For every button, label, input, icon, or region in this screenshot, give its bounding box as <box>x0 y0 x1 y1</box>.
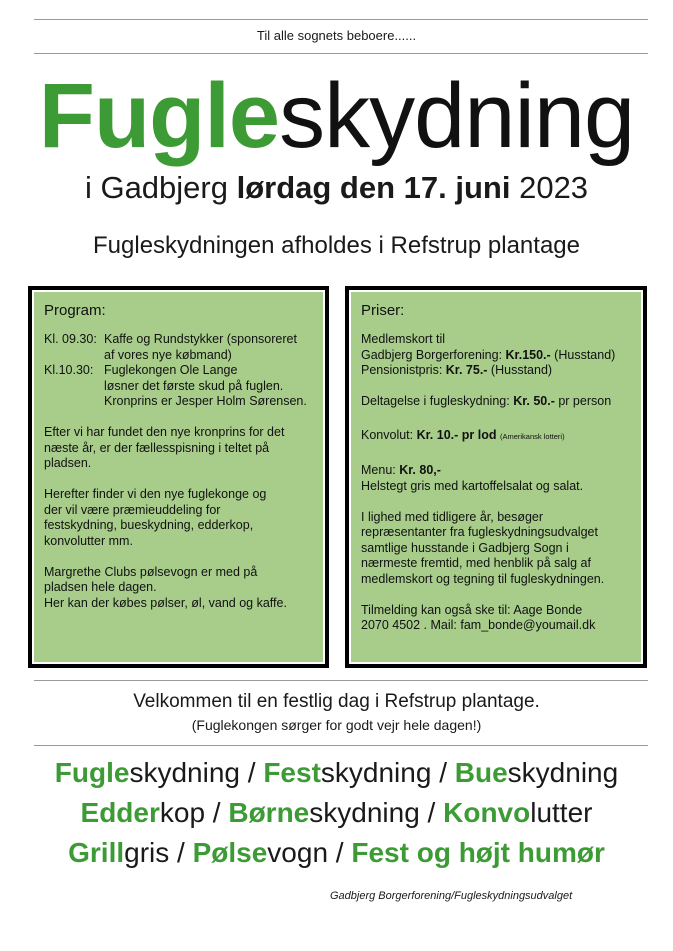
title-green: Fugle <box>38 65 280 167</box>
program-text: Herefter finder vi den nye fuglekonge og <box>44 487 267 501</box>
pension-price: Kr. 75.- <box>445 363 488 377</box>
contact-text: 2070 4502 . Mail: fam_bonde@youmail.dk <box>361 618 596 632</box>
program-text: pladsen. <box>44 456 92 470</box>
program-panel <box>28 286 329 668</box>
program-text: festskydning, bueskydning, edderkop, <box>44 518 254 532</box>
pension-unit: (Husstand) <box>487 363 553 377</box>
member-label: Medlemskort til <box>361 332 446 346</box>
tag-text: skydning / <box>320 757 455 788</box>
program-item-1b: af vores nye købmand) <box>104 347 232 362</box>
contact-text: Tilmelding kan også ske til: Aage Bonde <box>361 602 583 617</box>
greeting-rule <box>34 53 648 54</box>
event-location: Fugleskydningen afholdes i Refstrup plantage <box>93 232 580 259</box>
menu-price: Kr. 80,- <box>399 463 441 477</box>
program-text: Efter vi har fundet den nye kronprins for det <box>44 425 285 439</box>
prices-heading: Priser: <box>361 302 405 319</box>
top-rule <box>34 19 648 20</box>
program-text: Margrethe Clubs pølsevogn er med på <box>44 564 258 579</box>
tagline-3 <box>0 834 673 872</box>
envelope-price: Kr. 10.- pr lod <box>416 428 497 442</box>
tagline-2 <box>0 794 673 832</box>
menu-description: Helstegt gris med kartoffelsalat og salat. <box>361 478 584 493</box>
prices-text: I lighed med tidligere år, besøger <box>361 509 544 524</box>
program-item-2c: Kronprins er Jesper Holm Sørensen. <box>104 394 307 408</box>
event-date <box>0 170 673 206</box>
title-black: skydning <box>279 65 635 167</box>
welcome-text: Velkommen til en festlig dag i Refstrup plantage. <box>133 691 540 712</box>
prices-text: repræsentanter fra fugleskydningsudvalget <box>361 525 598 539</box>
tag-text: lutter <box>530 797 593 828</box>
tag-green: Fest og højt humør <box>351 837 605 868</box>
envelope-line <box>361 428 635 445</box>
pension-price-line <box>361 363 635 379</box>
tag-text: vogn / <box>267 837 352 868</box>
prices-panel <box>345 286 647 668</box>
tag-green: Grill <box>68 837 125 868</box>
program-time-1: Kl. 09.30: <box>44 332 97 346</box>
program-item-2b: løsner det første skud på fuglen. <box>104 378 284 393</box>
tag-green: Fest <box>263 757 321 788</box>
footer-signature: Gadbjerg Borgerforening/Fugleskydningsudvalget <box>330 890 573 902</box>
pension-label: Pensionistpris: <box>361 363 446 377</box>
subtitle-year: 2023 <box>510 170 589 205</box>
tag-text: kop / <box>159 797 229 828</box>
tag-text: skydning <box>507 757 619 788</box>
tag-green: Konvo <box>443 797 531 828</box>
program-text: næste år, er der fællesspisning i teltet på <box>44 440 270 455</box>
program-text: konvolutter mm. <box>44 533 133 548</box>
member-price: Kr.150.- <box>505 347 551 362</box>
subtitle-date: lørdag den 17. juni <box>236 170 511 205</box>
subtitle-place: i Gadbjerg <box>84 170 237 205</box>
envelope-note: (Amerikansk lotteri) <box>499 432 565 441</box>
program-item-1a: Kaffe og Rundstykker (sponsoreret <box>104 332 297 346</box>
prices-text: medlemskort og tegning til fugleskydningen. <box>361 571 605 586</box>
participation-label: Deltagelse i fugleskydning: <box>361 394 514 408</box>
member-price-line <box>361 348 635 364</box>
program-item-2a: Fuglekongen Ole Lange <box>104 363 238 377</box>
program-text: Her kan der købes pølser, øl, vand og kaffe. <box>44 595 287 610</box>
tag-text: skydning / <box>129 757 264 788</box>
member-org: Gadbjerg Borgerforening: <box>361 347 506 362</box>
prices-text: nærmeste fremtid, med henblik på salg af <box>361 556 591 570</box>
page-title <box>0 66 673 166</box>
greeting: Til alle sognets beboere...... <box>256 28 417 43</box>
program-time-2: Kl.10.30: <box>44 363 94 377</box>
tagline-1 <box>0 754 673 792</box>
tag-green: Bue <box>454 757 508 788</box>
tag-green: Børne <box>228 797 310 828</box>
menu-line <box>361 463 635 479</box>
prices-text: samtlige husstande i Gadbjerg Sogn i <box>361 540 569 555</box>
participation-unit: pr person <box>554 394 612 408</box>
participation-line <box>361 394 635 410</box>
tag-green: Pølse <box>192 837 268 868</box>
tag-text: skydning / <box>309 797 444 828</box>
participation-price: Kr. 50.- <box>513 394 555 408</box>
menu-label: Menu: <box>361 463 400 477</box>
program-heading: Program: <box>44 302 106 319</box>
envelope-label: Konvolut: <box>361 428 417 442</box>
program-text: pladsen hele dagen. <box>44 580 157 594</box>
welcome-rule-bottom <box>34 745 648 746</box>
welcome-rule-top <box>34 680 648 681</box>
member-unit: (Husstand) <box>550 347 616 362</box>
weather-note: (Fuglekongen sørger for godt vejr hele dagen!) <box>191 717 482 733</box>
tag-green: Fugle <box>54 757 130 788</box>
tag-green: Edder <box>80 797 160 828</box>
program-text: der vil være præmieuddeling for <box>44 502 221 517</box>
tag-text: gris / <box>124 837 193 868</box>
